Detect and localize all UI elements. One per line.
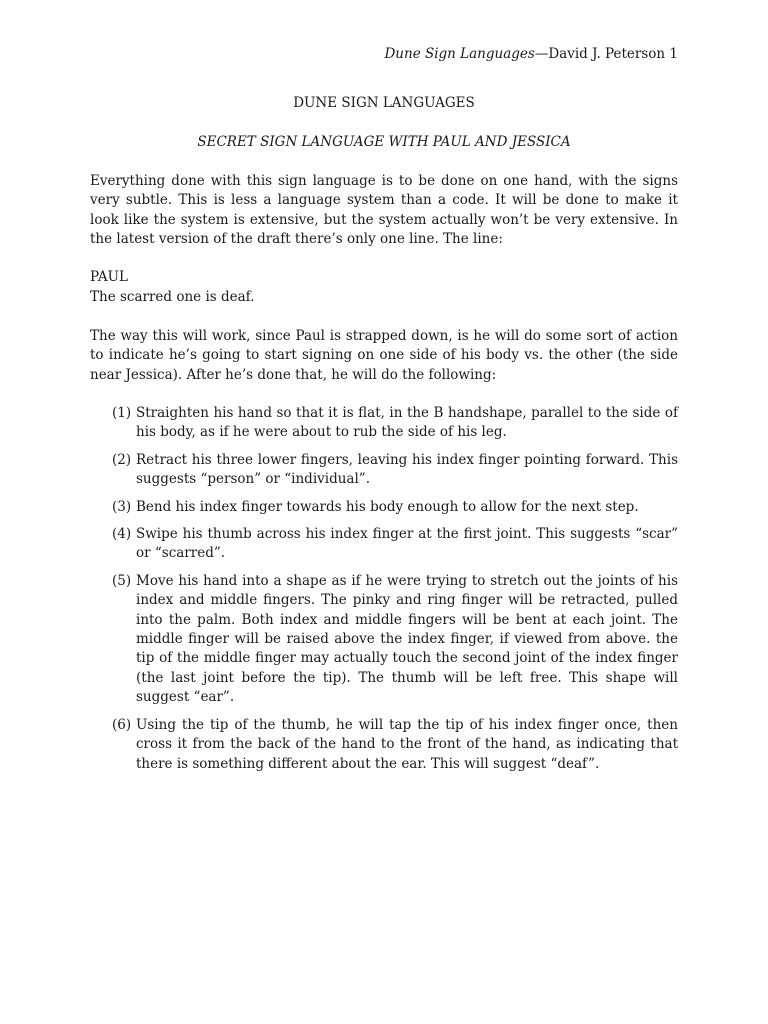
step-item [90,525,678,564]
method-paragraph: The way this will work, since Paul is strapped down, is he will do some sort of action to indicate he’s going to start signing on one side of his body vs. the other (the side near Jessica). After he’s done that, he will do the following: [90,328,678,383]
step-text: Retract his three lower fingers, leaving his index finger pointing forward. This suggests “person” or “individual”. [136,451,678,488]
step-text: Bend his index finger towards his body enough to allow for the next step. [136,498,639,515]
step-text: Move his hand into a shape as if he were trying to stretch out the joints of his index and middle fingers. The pinky and ring finger will be retracted, pulled into the palm. Both index and middle fingers will be bent at each joint. The middle finger will be raised above the index finger, if viewed from above. the tip of the middle finger may actually touch the second joint of the index finger (the last joint before the tip). The thumb will be left free. This shape will suggest “ear”. [136,572,678,706]
step-item [90,404,678,443]
running-header [384,45,678,64]
script-line: The scarred one is deaf. [90,289,255,305]
step-number: (3) [112,498,132,515]
step-number: (5) [112,572,132,589]
step-text: Straighten his hand so that it is flat, in the B handshape, parallel to the side of his body, as if he were about to rub the side of his leg. [136,405,678,441]
step-text: Using the tip of the thumb, he will tap the tip of his index finger once, then cross it from the back of the hand to the front of the hand, as indicating that there is something different about the ear. This will suggest “deaf”. [136,716,678,772]
step-number: (6) [112,716,132,733]
step-item [90,498,678,517]
header-book-title: Dune Sign Languages [384,46,535,62]
step-item [90,572,678,708]
step-item [90,451,678,490]
document-title: DUNE SIGN LANGUAGES [293,95,475,111]
step-number: (4) [112,526,132,543]
steps-list [90,404,678,782]
script-speaker: PAUL [90,269,128,285]
step-number: (1) [112,405,132,421]
intro-paragraph: Everything done with this sign language is to be done on one hand, with the signs very subtle. This is less a language system than a code. It will be done to make it look like the system is extensive, but the system actually won’t be very extensive. In the latest version of the draft there’s only one line. The line: [90,173,678,248]
step-number: (2) [112,451,132,468]
step-item [90,716,678,774]
document-subtitle: SECRET SIGN LANGUAGE WITH PAUL AND JESSICA [197,134,571,150]
header-author-page: —David J. Peterson 1 [534,46,678,62]
step-text: Swipe his thumb across his index finger at the first joint. This suggests “scar” or “scarred”. [136,526,678,562]
